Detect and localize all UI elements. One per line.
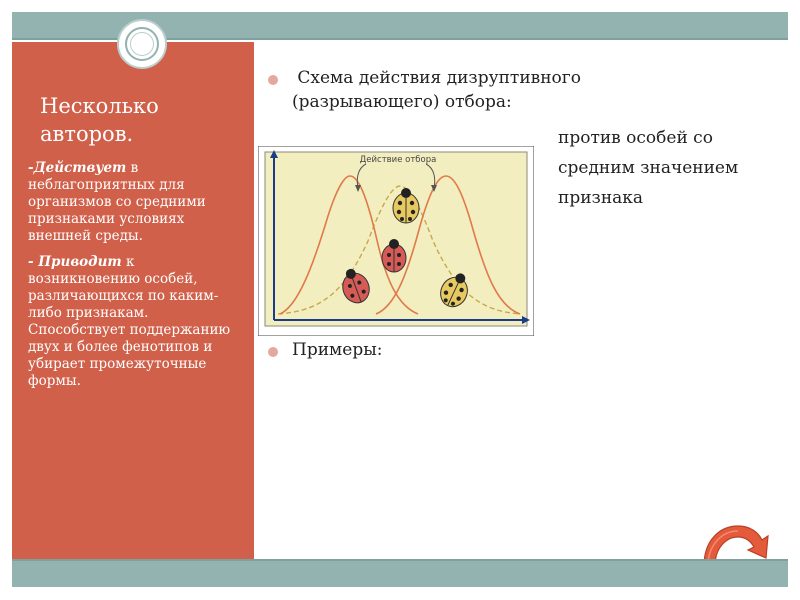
left-title: Несколько авторов.: [40, 94, 159, 146]
medallion-icon: [117, 19, 167, 69]
bullet-dot-icon: [268, 75, 278, 85]
left-panel: [12, 42, 254, 559]
bullet-scheme-line2: (разрывающего) отбора:: [292, 92, 512, 112]
left-paragraph-result-bold: - Приводит: [28, 254, 122, 270]
left-paragraph-result: [28, 254, 242, 390]
bullet-examples: Примеры:: [292, 340, 383, 360]
left-paragraph-action: [28, 160, 242, 245]
against-line1: против особей со: [558, 128, 713, 148]
bullet-scheme-line1: Схема действия дизруптивного: [292, 68, 581, 88]
left-body: [28, 160, 242, 399]
left-paragraph-action-bold: -Действует: [28, 160, 127, 176]
bullet-dot-icon: [268, 347, 278, 357]
slide: [12, 12, 788, 588]
disruptive-selection-diagram: [258, 146, 534, 336]
diagram-label: Действие отбора: [359, 155, 437, 165]
left-paragraph-result-text: к возникновению особей, различающихся по каким-либо признакам. Способствует поддержанию двух и более фенотипов и убирает промежуточные формы.: [28, 254, 231, 389]
left-paragraph-action-text: в неблагоприятных для организмов со средними признаками условиях внешней среды.: [28, 160, 206, 244]
against-line3: признака: [558, 188, 644, 208]
bottom-band: [12, 559, 788, 587]
against-line2: средним значением: [558, 158, 739, 178]
